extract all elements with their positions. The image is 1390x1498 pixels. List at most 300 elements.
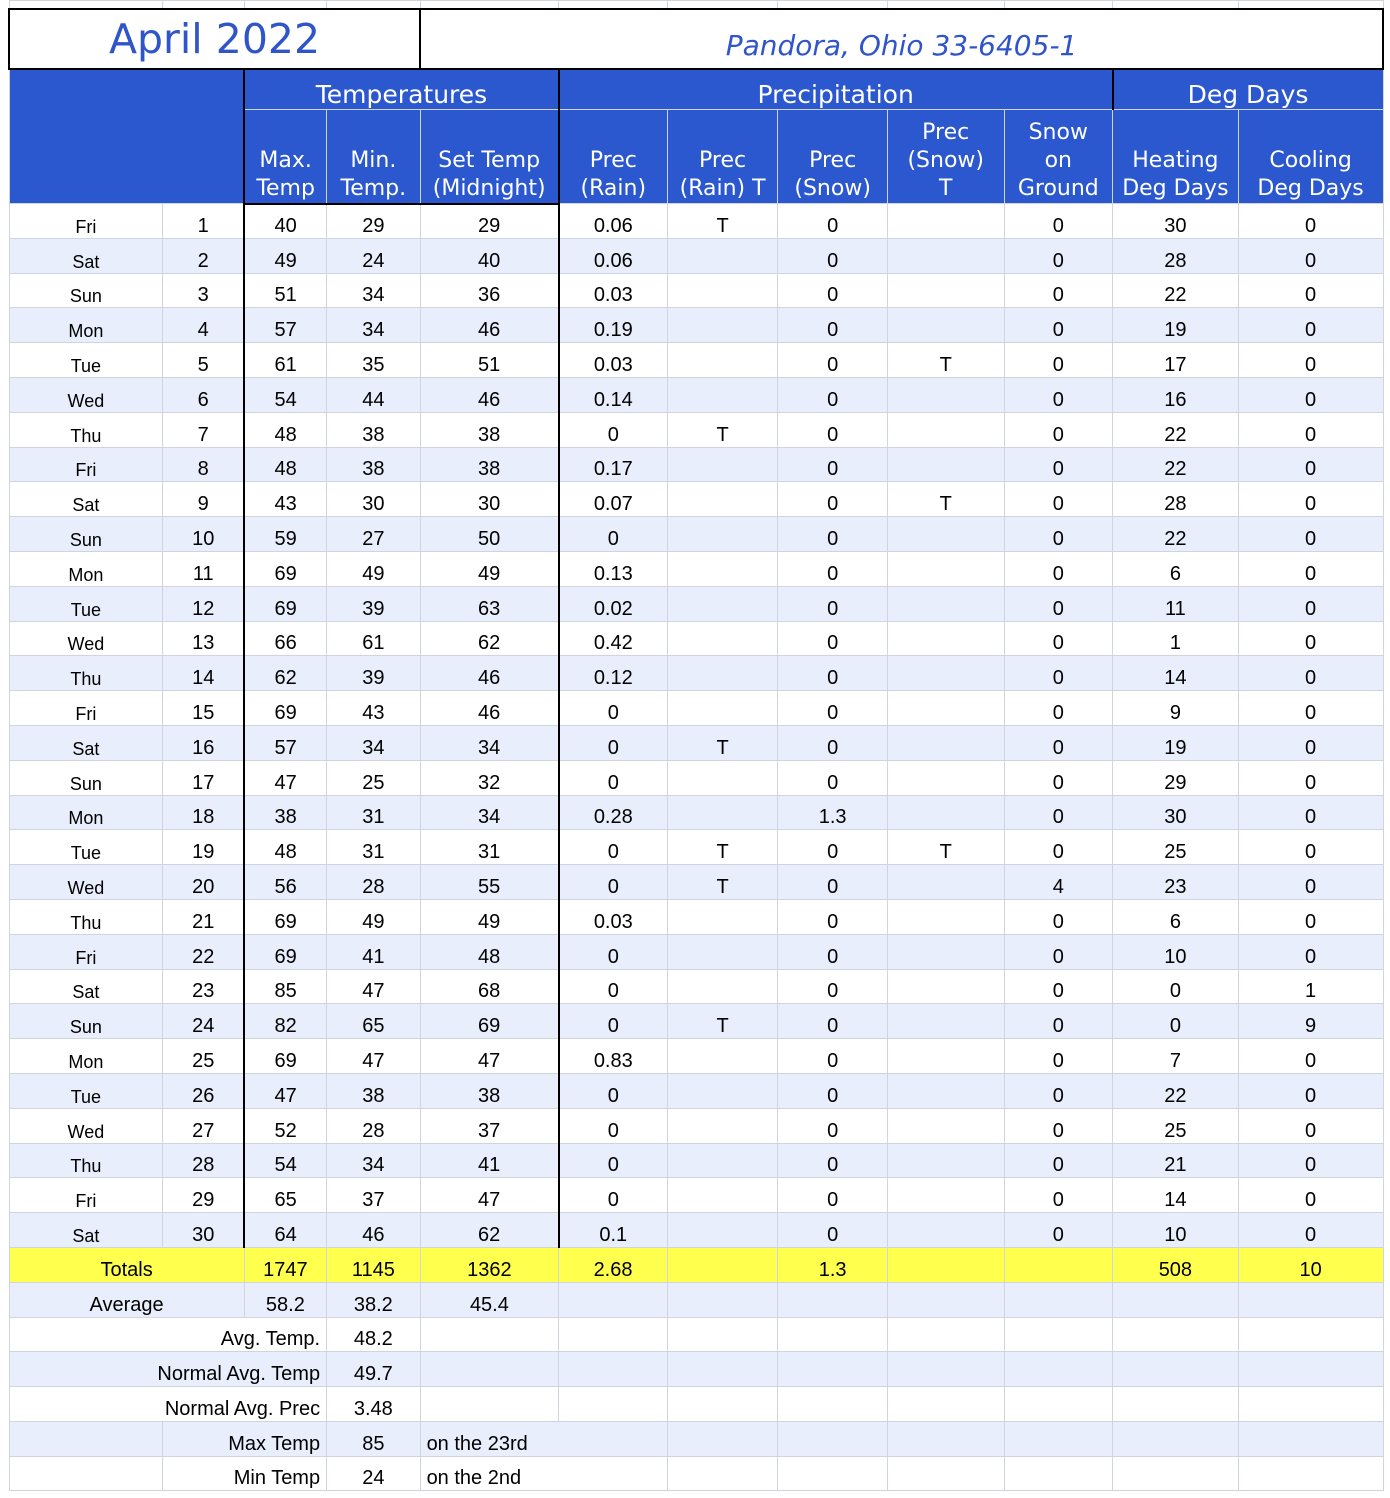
table-row xyxy=(9,969,1383,1004)
table-row xyxy=(9,482,1383,517)
prec-rain: 0 xyxy=(559,1004,668,1039)
cooling-deg-days: 0 xyxy=(1238,343,1383,378)
heating-deg-days: 22 xyxy=(1113,1073,1239,1108)
table-row xyxy=(9,517,1383,552)
table-row xyxy=(9,795,1383,830)
day-name: Thu xyxy=(9,656,163,691)
prec-snow: 0 xyxy=(778,760,888,795)
table-row xyxy=(9,412,1383,447)
prec-rain: 0.14 xyxy=(559,377,668,412)
table-row xyxy=(9,273,1383,308)
cooling-deg-days: 0 xyxy=(1238,273,1383,308)
min-temp: 49 xyxy=(327,551,420,586)
cooling-deg-days: 0 xyxy=(1238,621,1383,656)
prec-rain-t xyxy=(667,795,778,830)
cooling-deg-days: 0 xyxy=(1238,238,1383,273)
column-header-line: Min. xyxy=(350,147,397,173)
day-name: Tue xyxy=(9,343,163,378)
summary-row-normal-avg-prec xyxy=(9,1387,1383,1422)
day-number: 3 xyxy=(163,273,244,308)
min-temp: 39 xyxy=(327,586,420,621)
min-temp: 34 xyxy=(327,308,420,343)
heating-deg-days: 9 xyxy=(1113,691,1239,726)
summary-value: 24 xyxy=(327,1456,420,1491)
max-temp: 69 xyxy=(244,1039,326,1074)
prec-rain: 0 xyxy=(559,412,668,447)
min-temp: 37 xyxy=(327,1178,420,1213)
prec-snow-t xyxy=(887,760,1004,795)
empty-cell xyxy=(778,1317,888,1352)
empty-cell xyxy=(778,1387,888,1422)
prec-snow: 1.3 xyxy=(778,795,888,830)
day-number: 16 xyxy=(163,725,244,760)
empty-cell xyxy=(778,1421,888,1456)
cooling-deg-days: 0 xyxy=(1238,899,1383,934)
totals-prec-rain: 2.68 xyxy=(559,1247,668,1282)
empty-cell xyxy=(667,1282,778,1317)
prec-snow: 0 xyxy=(778,725,888,760)
snow-on-ground: 0 xyxy=(1004,934,1113,969)
table-row xyxy=(9,760,1383,795)
max-temp: 65 xyxy=(244,1178,326,1213)
heating-deg-days: 6 xyxy=(1113,551,1239,586)
prec-rain: 0.06 xyxy=(559,204,668,239)
snow-on-ground: 0 xyxy=(1004,760,1113,795)
heating-deg-days: 0 xyxy=(1113,1004,1239,1039)
empty-cell xyxy=(559,1317,668,1352)
prec-rain-t xyxy=(667,551,778,586)
table-row xyxy=(9,656,1383,691)
prec-rain-t xyxy=(667,1178,778,1213)
min-temp: 28 xyxy=(327,1108,420,1143)
table-row xyxy=(9,621,1383,656)
prec-snow: 0 xyxy=(778,934,888,969)
empty-cell xyxy=(1113,1421,1239,1456)
min-temp: 46 xyxy=(327,1213,420,1248)
set-temp: 50 xyxy=(420,517,559,552)
heating-deg-days: 23 xyxy=(1113,865,1239,900)
cooling-deg-days: 0 xyxy=(1238,795,1383,830)
set-temp: 38 xyxy=(420,412,559,447)
prec-rain-t xyxy=(667,621,778,656)
max-temp: 47 xyxy=(244,1073,326,1108)
day-name: Fri xyxy=(9,934,163,969)
prec-rain-t xyxy=(667,343,778,378)
heating-deg-days: 0 xyxy=(1113,969,1239,1004)
prec-snow-t xyxy=(887,1039,1004,1074)
prec-rain: 0 xyxy=(559,1073,668,1108)
day-name: Sat xyxy=(9,482,163,517)
day-number: 27 xyxy=(163,1108,244,1143)
set-temp: 62 xyxy=(420,621,559,656)
prec-snow-t: T xyxy=(887,343,1004,378)
empty-cell xyxy=(1113,1456,1239,1491)
snow-on-ground: 0 xyxy=(1004,238,1113,273)
blank-header-cell xyxy=(9,69,244,204)
min-temp: 61 xyxy=(327,621,420,656)
min-temp: 29 xyxy=(327,204,420,239)
prec-rain-t xyxy=(667,1108,778,1143)
day-name: Thu xyxy=(9,899,163,934)
set-temp: 30 xyxy=(420,482,559,517)
snow-on-ground: 0 xyxy=(1004,795,1113,830)
summary-value: 3.48 xyxy=(327,1387,420,1422)
summary-label: Max Temp xyxy=(163,1421,327,1456)
min-temp: 34 xyxy=(327,273,420,308)
column-header-line: (Rain) xyxy=(580,176,647,201)
empty-cell xyxy=(559,1387,668,1422)
prec-rain-t xyxy=(667,517,778,552)
sheet-title: April 2022 xyxy=(9,9,420,69)
heating-deg-days: 25 xyxy=(1113,830,1239,865)
heating-deg-days: 25 xyxy=(1113,1108,1239,1143)
prec-snow-t xyxy=(887,1073,1004,1108)
set-temp: 46 xyxy=(420,691,559,726)
prec-snow: 0 xyxy=(778,1213,888,1248)
prec-rain: 0.07 xyxy=(559,482,668,517)
table-row xyxy=(9,377,1383,412)
cooling-deg-days: 0 xyxy=(1238,830,1383,865)
heating-deg-days: 19 xyxy=(1113,308,1239,343)
prec-snow-t: T xyxy=(887,830,1004,865)
table-row xyxy=(9,1073,1383,1108)
max-temp: 69 xyxy=(244,899,326,934)
summary-label: Avg. Temp. xyxy=(9,1317,327,1352)
prec-snow: 0 xyxy=(778,969,888,1004)
cooling-deg-days: 0 xyxy=(1238,1213,1383,1248)
day-name: Wed xyxy=(9,621,163,656)
totals-prec-snow: 1.3 xyxy=(778,1247,888,1282)
max-temp: 51 xyxy=(244,273,326,308)
min-temp: 41 xyxy=(327,934,420,969)
empty-cell xyxy=(778,1352,888,1387)
day-name: Wed xyxy=(9,865,163,900)
summary-row-normal-avg-temp xyxy=(9,1352,1383,1387)
cooling-deg-days: 0 xyxy=(1238,865,1383,900)
set-temp: 55 xyxy=(420,865,559,900)
snow-on-ground: 0 xyxy=(1004,1039,1113,1074)
snow-on-ground: 0 xyxy=(1004,273,1113,308)
average-min-temp: 38.2 xyxy=(327,1282,420,1317)
min-temp: 39 xyxy=(327,656,420,691)
empty-cell xyxy=(667,1421,778,1456)
col-min-temp xyxy=(327,110,420,204)
prec-snow-t xyxy=(887,204,1004,239)
prec-snow: 0 xyxy=(778,447,888,482)
min-temp: 38 xyxy=(327,1073,420,1108)
average-max-temp: 58.2 xyxy=(244,1282,326,1317)
column-header-line: Cooling xyxy=(1269,148,1352,173)
cooling-deg-days: 0 xyxy=(1238,1143,1383,1178)
empty-cell xyxy=(1113,1282,1239,1317)
prec-snow: 0 xyxy=(778,517,888,552)
prec-rain-t xyxy=(667,691,778,726)
prec-rain: 0 xyxy=(559,725,668,760)
set-temp: 68 xyxy=(420,969,559,1004)
prec-rain-t xyxy=(667,899,778,934)
average-set-temp: 45.4 xyxy=(420,1282,559,1317)
cooling-deg-days: 0 xyxy=(1238,551,1383,586)
empty-cell xyxy=(1113,1387,1239,1422)
empty-cell xyxy=(1238,1387,1383,1422)
heating-deg-days: 1 xyxy=(1113,621,1239,656)
summary-label: Min Temp xyxy=(163,1456,327,1491)
empty-cell xyxy=(1004,1352,1113,1387)
set-temp: 34 xyxy=(420,725,559,760)
snow-on-ground: 0 xyxy=(1004,621,1113,656)
summary-value: 49.7 xyxy=(327,1352,420,1387)
column-header-line: Ground xyxy=(1017,176,1099,201)
day-name: Sat xyxy=(9,1213,163,1248)
min-temp: 44 xyxy=(327,377,420,412)
heating-deg-days: 28 xyxy=(1113,238,1239,273)
table-row xyxy=(9,1108,1383,1143)
prec-snow-t xyxy=(887,273,1004,308)
day-number: 23 xyxy=(163,969,244,1004)
prec-rain-t: T xyxy=(667,412,778,447)
column-header-line: Heating xyxy=(1132,148,1219,173)
prec-snow-t xyxy=(887,656,1004,691)
table-row xyxy=(9,1178,1383,1213)
average-label: Average xyxy=(9,1282,244,1317)
prec-snow-t xyxy=(887,621,1004,656)
group-header-row xyxy=(9,69,1383,110)
prec-snow-t xyxy=(887,308,1004,343)
max-temp: 48 xyxy=(244,830,326,865)
heating-deg-days: 6 xyxy=(1113,899,1239,934)
cooling-deg-days: 0 xyxy=(1238,204,1383,239)
prec-rain: 0 xyxy=(559,1108,668,1143)
cooling-deg-days: 0 xyxy=(1238,1073,1383,1108)
empty-cell xyxy=(667,1352,778,1387)
col-prec-snow-t xyxy=(887,110,1004,204)
min-temp: 65 xyxy=(327,1004,420,1039)
day-number: 10 xyxy=(163,517,244,552)
prec-snow: 0 xyxy=(778,377,888,412)
prec-rain-t xyxy=(667,482,778,517)
day-name: Sat xyxy=(9,725,163,760)
day-number: 28 xyxy=(163,1143,244,1178)
prec-rain-t xyxy=(667,656,778,691)
totals-empty xyxy=(667,1247,778,1282)
table-row xyxy=(9,865,1383,900)
day-number: 29 xyxy=(163,1178,244,1213)
column-header-line xyxy=(668,119,778,147)
empty-cell xyxy=(420,1387,559,1422)
heating-deg-days: 22 xyxy=(1113,273,1239,308)
empty-cell xyxy=(667,1456,778,1491)
heating-deg-days: 29 xyxy=(1113,760,1239,795)
prec-snow-t xyxy=(887,412,1004,447)
prec-rain-t xyxy=(667,934,778,969)
day-number: 1 xyxy=(163,204,244,239)
day-name: Fri xyxy=(9,447,163,482)
set-temp: 40 xyxy=(420,238,559,273)
day-name: Fri xyxy=(9,204,163,239)
totals-max-temp: 1747 xyxy=(244,1247,326,1282)
day-name: Tue xyxy=(9,586,163,621)
snow-on-ground: 0 xyxy=(1004,1073,1113,1108)
cooling-deg-days: 9 xyxy=(1238,1004,1383,1039)
min-temp: 47 xyxy=(327,969,420,1004)
empty-cell xyxy=(1004,1317,1113,1352)
column-header-line xyxy=(560,119,667,147)
cooling-deg-days: 0 xyxy=(1238,1108,1383,1143)
set-temp: 38 xyxy=(420,1073,559,1108)
col-heating-deg-days xyxy=(1113,110,1239,204)
day-name: Fri xyxy=(9,691,163,726)
column-header-line xyxy=(245,119,326,147)
column-header-line: Deg Days xyxy=(1257,176,1364,201)
table-row xyxy=(9,691,1383,726)
totals-set-temp: 1362 xyxy=(420,1247,559,1282)
prec-rain: 0.1 xyxy=(559,1213,668,1248)
prec-snow-t xyxy=(887,1178,1004,1213)
prec-snow: 0 xyxy=(778,1143,888,1178)
set-temp: 47 xyxy=(420,1178,559,1213)
set-temp: 49 xyxy=(420,551,559,586)
cooling-deg-days: 0 xyxy=(1238,517,1383,552)
cooling-deg-days: 0 xyxy=(1238,1039,1383,1074)
day-number: 24 xyxy=(163,1004,244,1039)
day-number: 14 xyxy=(163,656,244,691)
prec-snow-t xyxy=(887,899,1004,934)
snow-on-ground: 0 xyxy=(1004,482,1113,517)
column-header-line: Prec xyxy=(699,148,747,173)
set-temp: 63 xyxy=(420,586,559,621)
column-header-line: (Midnight) xyxy=(432,175,546,201)
prec-rain-t: T xyxy=(667,1004,778,1039)
snow-on-ground: 0 xyxy=(1004,725,1113,760)
column-header-line: (Rain) T xyxy=(679,176,766,201)
heating-deg-days: 28 xyxy=(1113,482,1239,517)
heating-deg-days: 22 xyxy=(1113,517,1239,552)
col-prec-rain xyxy=(559,110,668,204)
snow-on-ground: 0 xyxy=(1004,1108,1113,1143)
empty-cell xyxy=(1004,1456,1113,1491)
heating-deg-days: 30 xyxy=(1113,795,1239,830)
max-temp: 48 xyxy=(244,412,326,447)
summary-note: on the 23rd xyxy=(420,1421,667,1456)
cooling-deg-days: 0 xyxy=(1238,308,1383,343)
prec-snow: 0 xyxy=(778,1073,888,1108)
prec-rain: 0 xyxy=(559,691,668,726)
table-row xyxy=(9,1143,1383,1178)
table-row xyxy=(9,308,1383,343)
max-temp: 47 xyxy=(244,760,326,795)
prec-rain: 0.19 xyxy=(559,308,668,343)
col-prec-rain-t xyxy=(667,110,778,204)
column-header-line xyxy=(1239,119,1383,147)
min-temp: 34 xyxy=(327,1143,420,1178)
column-header-line xyxy=(421,119,558,147)
snow-on-ground: 0 xyxy=(1004,1004,1113,1039)
prec-snow-t xyxy=(887,377,1004,412)
prec-rain-t xyxy=(667,760,778,795)
max-temp: 66 xyxy=(244,621,326,656)
prec-snow-t xyxy=(887,1004,1004,1039)
table-row xyxy=(9,551,1383,586)
cooling-deg-days: 0 xyxy=(1238,377,1383,412)
empty-cell xyxy=(778,1282,888,1317)
day-number: 20 xyxy=(163,865,244,900)
prec-snow-t xyxy=(887,551,1004,586)
max-temp: 57 xyxy=(244,308,326,343)
prec-snow-t xyxy=(887,517,1004,552)
day-number: 21 xyxy=(163,899,244,934)
table-row xyxy=(9,934,1383,969)
totals-min-temp: 1145 xyxy=(327,1247,420,1282)
set-temp: 46 xyxy=(420,656,559,691)
prec-snow-t xyxy=(887,934,1004,969)
heating-deg-days: 10 xyxy=(1113,934,1239,969)
prec-snow: 0 xyxy=(778,1039,888,1074)
prec-snow: 0 xyxy=(778,308,888,343)
min-temp: 24 xyxy=(327,238,420,273)
prec-rain: 0.03 xyxy=(559,343,668,378)
day-name: Sun xyxy=(9,1004,163,1039)
empty-cell xyxy=(1004,1282,1113,1317)
day-number: 26 xyxy=(163,1073,244,1108)
snow-on-ground: 0 xyxy=(1004,830,1113,865)
column-header-line: Temp. xyxy=(340,175,407,201)
day-name: Fri xyxy=(9,1178,163,1213)
prec-snow: 0 xyxy=(778,238,888,273)
prec-rain: 0 xyxy=(559,934,668,969)
day-number: 2 xyxy=(163,238,244,273)
set-temp: 47 xyxy=(420,1039,559,1074)
day-number: 17 xyxy=(163,760,244,795)
set-temp: 31 xyxy=(420,830,559,865)
day-name: Thu xyxy=(9,1143,163,1178)
set-temp: 34 xyxy=(420,795,559,830)
day-name: Mon xyxy=(9,308,163,343)
prec-snow-t xyxy=(887,795,1004,830)
heating-deg-days: 16 xyxy=(1113,377,1239,412)
day-number: 22 xyxy=(163,934,244,969)
empty-cell xyxy=(887,1352,1004,1387)
table-row xyxy=(9,343,1383,378)
min-temp: 31 xyxy=(327,795,420,830)
snow-on-ground: 0 xyxy=(1004,1178,1113,1213)
empty-cell xyxy=(667,1387,778,1422)
empty-cell xyxy=(1004,1421,1113,1456)
day-number: 25 xyxy=(163,1039,244,1074)
prec-rain: 0.02 xyxy=(559,586,668,621)
prec-snow-t xyxy=(887,865,1004,900)
prec-rain-t xyxy=(667,377,778,412)
max-temp: 48 xyxy=(244,447,326,482)
prec-rain: 0 xyxy=(559,865,668,900)
day-name: Thu xyxy=(9,412,163,447)
empty-cell xyxy=(887,1317,1004,1352)
prec-rain: 0.42 xyxy=(559,621,668,656)
day-number: 15 xyxy=(163,691,244,726)
prec-rain: 0 xyxy=(559,760,668,795)
day-number: 19 xyxy=(163,830,244,865)
heating-deg-days: 11 xyxy=(1113,586,1239,621)
column-header-line: T xyxy=(938,176,953,201)
column-header-line: on xyxy=(1044,148,1072,173)
snow-on-ground: 0 xyxy=(1004,517,1113,552)
empty-cell xyxy=(420,1352,559,1387)
cooling-deg-days: 0 xyxy=(1238,934,1383,969)
prec-rain-t xyxy=(667,447,778,482)
prec-snow: 0 xyxy=(778,899,888,934)
day-name: Tue xyxy=(9,1073,163,1108)
column-header-line: Prec xyxy=(589,148,637,173)
set-temp: 51 xyxy=(420,343,559,378)
